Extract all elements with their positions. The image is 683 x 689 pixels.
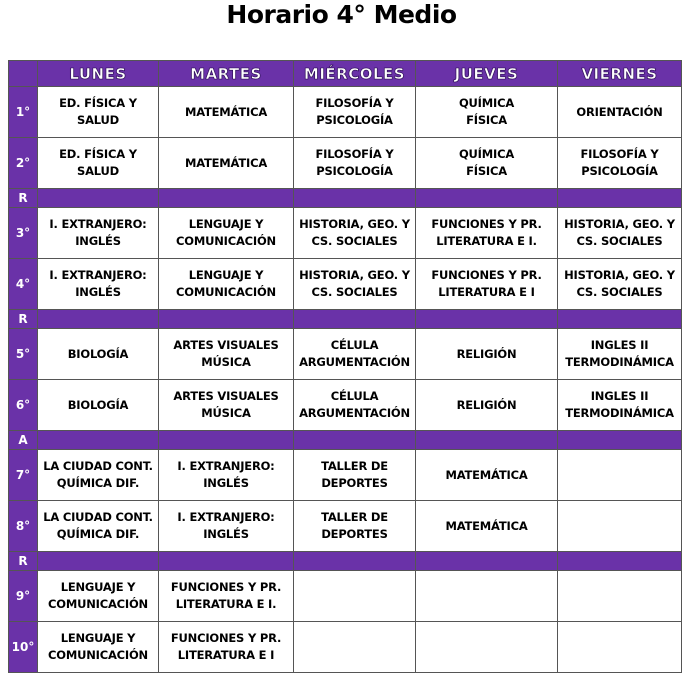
class-cell-lunes — [38, 208, 159, 259]
subject-line: FILOSOFÍA Y — [580, 147, 659, 161]
subject-line: HISTORIA, GEO. Y — [564, 217, 675, 231]
subject-line: PSICOLOGÍA — [316, 164, 393, 178]
subject-line: MATEMÁTICA — [184, 155, 268, 170]
recess-cell — [38, 310, 159, 329]
period-label: 3° — [9, 208, 38, 259]
day-header-viernes: VIERNES — [558, 61, 682, 87]
recess-row — [9, 189, 682, 208]
class-cell-miercoles — [294, 450, 416, 501]
class-cell-martes — [159, 87, 294, 138]
subject-line: TERMODINÁMICA — [565, 355, 674, 369]
recess-cell — [416, 310, 558, 329]
period-row — [9, 622, 682, 673]
recess-cell — [38, 431, 159, 450]
subject-line: RELIGIÓN — [456, 346, 517, 361]
class-cell-martes — [159, 571, 294, 622]
subject-line: LENGUAJE Y — [60, 631, 136, 645]
subject-line: MÚSICA — [201, 406, 251, 420]
subject-line: LA CIUDAD CONT. — [43, 459, 153, 473]
class-cell-miercoles — [294, 87, 416, 138]
subject-line: LITERATURA E I — [177, 648, 275, 662]
class-cell-viernes — [558, 259, 682, 310]
subject-line: HISTORIA, GEO. Y — [299, 268, 410, 282]
subject-line: PSICOLOGÍA — [581, 164, 658, 178]
period-label: 6° — [9, 380, 38, 431]
recess-cell — [558, 552, 682, 571]
period-label: 9° — [9, 571, 38, 622]
class-cell-viernes — [558, 450, 682, 501]
class-cell-jueves — [416, 329, 558, 380]
subject-line: MATEMÁTICA — [445, 467, 528, 482]
class-cell-lunes — [38, 259, 159, 310]
class-cell-martes — [159, 380, 294, 431]
subject-line: MATEMÁTICA — [184, 104, 268, 119]
class-cell-jueves — [416, 571, 558, 622]
recess-row — [9, 310, 682, 329]
subject-line: COMUNICACIÓN — [176, 285, 276, 299]
subject-line: INGLÉS — [203, 527, 249, 541]
subject-line: LITERATURA E I. — [436, 234, 537, 248]
period-row — [9, 571, 682, 622]
class-cell-jueves — [416, 450, 558, 501]
class-cell-miercoles — [294, 501, 416, 552]
period-row — [9, 501, 682, 552]
day-header-jueves: JUEVES — [416, 61, 558, 87]
class-cell-miercoles — [294, 329, 416, 380]
subject-line: LA CIUDAD CONT. — [43, 510, 153, 524]
class-cell-lunes — [38, 329, 159, 380]
subject-line: CS. SOCIALES — [576, 234, 663, 248]
day-header-lunes: LUNES — [38, 61, 159, 87]
class-cell-lunes — [38, 450, 159, 501]
schedule-table — [8, 60, 682, 673]
period-row — [9, 380, 682, 431]
period-label: 2° — [9, 138, 38, 189]
class-cell-jueves — [416, 87, 558, 138]
subject-line: FUNCIONES Y PR. — [170, 580, 282, 594]
subject-line: BIOLOGÍA — [67, 346, 129, 361]
period-row — [9, 329, 682, 380]
schedule-body — [9, 87, 682, 673]
recess-cell — [294, 552, 416, 571]
period-row — [9, 138, 682, 189]
subject-line: ED. FÍSICA Y — [59, 96, 137, 110]
subject-line: CS. SOCIALES — [576, 285, 663, 299]
recess-cell — [416, 552, 558, 571]
subject-line: SALUD — [77, 164, 119, 178]
class-cell-lunes — [38, 138, 159, 189]
header-corner — [9, 61, 38, 87]
recess-label: R — [9, 552, 38, 571]
subject-line: FUNCIONES Y PR. — [170, 631, 282, 645]
period-row — [9, 450, 682, 501]
recess-row — [9, 552, 682, 571]
subject-line: INGLÉS — [203, 476, 249, 490]
class-cell-martes — [159, 259, 294, 310]
class-cell-jueves — [416, 208, 558, 259]
subject-line: MÚSICA — [201, 355, 251, 369]
recess-cell — [416, 189, 558, 208]
subject-line: I. EXTRANJERO: — [177, 510, 275, 524]
recess-cell — [159, 310, 294, 329]
subject-line: CS. SOCIALES — [311, 234, 398, 248]
class-cell-jueves — [416, 259, 558, 310]
recess-cell — [38, 189, 159, 208]
subject-line: MATEMÁTICA — [445, 518, 528, 533]
day-header-martes: MARTES — [159, 61, 294, 87]
class-cell-miercoles — [294, 138, 416, 189]
subject-line: BIOLOGÍA — [67, 397, 129, 412]
period-row — [9, 259, 682, 310]
subject-line: COMUNICACIÓN — [48, 597, 148, 611]
class-cell-miercoles — [294, 208, 416, 259]
subject-line: LITERATURA E I. — [175, 597, 277, 611]
subject-line: LENGUAJE Y — [188, 217, 264, 231]
class-cell-miercoles — [294, 622, 416, 673]
subject-line: FÍSICA — [466, 164, 507, 178]
subject-line: ED. FÍSICA Y — [59, 147, 137, 161]
class-cell-viernes — [558, 138, 682, 189]
period-label: 8° — [9, 501, 38, 552]
class-cell-martes — [159, 622, 294, 673]
subject-line: LITERATURA E I — [438, 285, 535, 299]
subject-line: CÉLULA — [330, 338, 379, 352]
class-cell-viernes — [558, 208, 682, 259]
subject-line: FUNCIONES Y PR. — [431, 217, 542, 231]
subject-line: RELIGIÓN — [456, 397, 517, 412]
subject-line: I. EXTRANJERO: — [177, 459, 275, 473]
class-cell-lunes — [38, 501, 159, 552]
class-cell-jueves — [416, 501, 558, 552]
class-cell-miercoles — [294, 380, 416, 431]
recess-cell — [159, 552, 294, 571]
subject-line: LENGUAJE Y — [188, 268, 264, 282]
class-cell-viernes — [558, 501, 682, 552]
class-cell-martes — [159, 501, 294, 552]
recess-row — [9, 431, 682, 450]
class-cell-jueves — [416, 622, 558, 673]
class-cell-miercoles — [294, 259, 416, 310]
subject-line: CS. SOCIALES — [311, 285, 398, 299]
class-cell-martes — [159, 450, 294, 501]
subject-line: HISTORIA, GEO. Y — [564, 268, 675, 282]
class-cell-martes — [159, 329, 294, 380]
class-cell-viernes — [558, 571, 682, 622]
class-cell-viernes — [558, 380, 682, 431]
subject-line: QUÍMICA DIF. — [56, 527, 140, 541]
recess-label: R — [9, 189, 38, 208]
period-label: 1° — [9, 87, 38, 138]
subject-line: FÍSICA — [466, 113, 507, 127]
subject-line: ARTES VISUALES — [173, 389, 279, 403]
day-header-miercoles: MIÉRCOLES — [294, 61, 416, 87]
recess-cell — [416, 431, 558, 450]
class-cell-jueves — [416, 380, 558, 431]
subject-line: FILOSOFÍA Y — [315, 96, 394, 110]
class-cell-lunes — [38, 622, 159, 673]
subject-line: TALLER DE DEPORTES — [321, 510, 388, 541]
period-row — [9, 87, 682, 138]
subject-line: ARTES VISUALES — [173, 338, 279, 352]
subject-line: I. EXTRANJERO: — [49, 268, 147, 282]
class-cell-lunes — [38, 571, 159, 622]
subject-line: I. EXTRANJERO: — [49, 217, 147, 231]
class-cell-lunes — [38, 380, 159, 431]
subject-line: INGLÉS — [75, 234, 121, 248]
class-cell-viernes — [558, 87, 682, 138]
subject-line: HISTORIA, GEO. Y — [299, 217, 410, 231]
subject-line: QUÍMICA — [458, 147, 515, 161]
subject-line: QUÍMICA — [458, 96, 515, 110]
period-label: 4° — [9, 259, 38, 310]
subject-line: COMUNICACIÓN — [176, 234, 276, 248]
subject-line: QUÍMICA DIF. — [56, 476, 140, 490]
recess-label: A — [9, 431, 38, 450]
subject-line: INGLÉS — [75, 285, 121, 299]
page-title: Horario 4° Medio — [226, 0, 457, 29]
subject-line: SALUD — [77, 113, 119, 127]
recess-cell — [558, 310, 682, 329]
period-label: 5° — [9, 329, 38, 380]
subject-line: TERMODINÁMICA — [565, 406, 674, 420]
class-cell-martes — [159, 208, 294, 259]
class-cell-jueves — [416, 138, 558, 189]
subject-line: LENGUAJE Y — [60, 580, 136, 594]
subject-line: INGLES II — [590, 389, 649, 403]
recess-cell — [294, 431, 416, 450]
subject-line: INGLES II — [590, 338, 649, 352]
class-cell-viernes — [558, 622, 682, 673]
class-cell-lunes — [38, 87, 159, 138]
period-label: 10° — [9, 622, 38, 673]
subject-line: PSICOLOGÍA — [316, 113, 393, 127]
recess-cell — [159, 189, 294, 208]
header-row — [9, 61, 682, 87]
period-label: 7° — [9, 450, 38, 501]
recess-cell — [558, 189, 682, 208]
recess-cell — [294, 310, 416, 329]
class-cell-martes — [159, 138, 294, 189]
subject-line: TALLER DE DEPORTES — [321, 459, 388, 490]
recess-cell — [38, 552, 159, 571]
subject-line: ARGUMENTACIÓN — [299, 406, 410, 420]
subject-line: ORIENTACIÓN — [576, 104, 663, 119]
subject-line: FUNCIONES Y PR. — [431, 268, 542, 282]
subject-line: CÉLULA — [330, 389, 379, 403]
recess-cell — [159, 431, 294, 450]
recess-cell — [294, 189, 416, 208]
period-row — [9, 208, 682, 259]
subject-line: ARGUMENTACIÓN — [299, 355, 410, 369]
recess-label: R — [9, 310, 38, 329]
subject-line: COMUNICACIÓN — [48, 648, 148, 662]
class-cell-viernes — [558, 329, 682, 380]
class-cell-miercoles — [294, 571, 416, 622]
recess-cell — [558, 431, 682, 450]
subject-line: FILOSOFÍA Y — [315, 147, 394, 161]
